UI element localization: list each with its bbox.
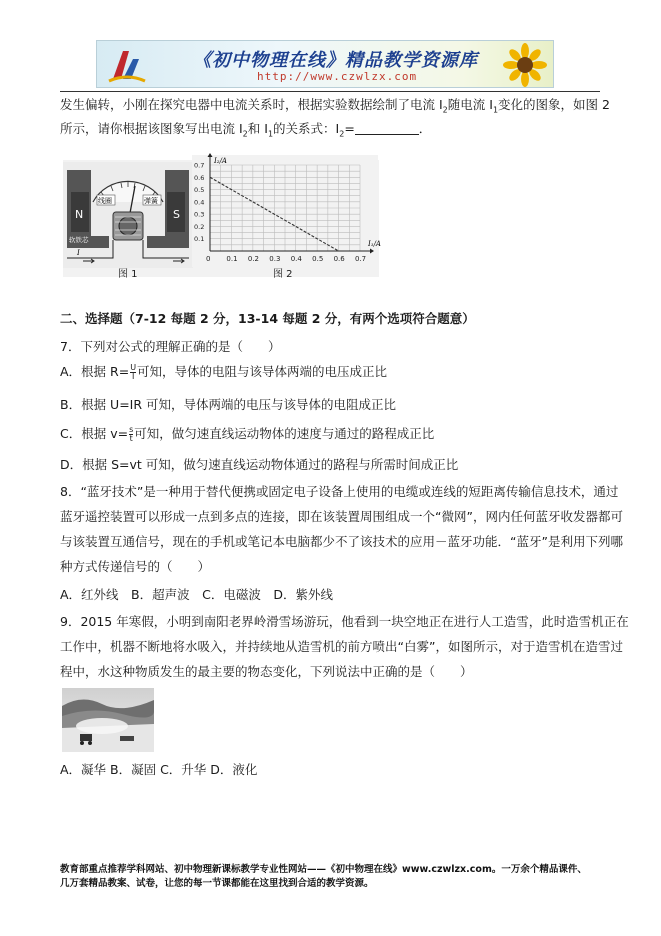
footer-line-1: 教育部重点推荐学科网站、初中物理新课标教学专业性网站——《初中物理在线》www.czwlzx.com。一万余个精品课件、 [60,864,587,875]
figure-2-caption: 图 2 [273,269,293,280]
fig1-core-label: 软铁芯 [69,236,89,244]
fig1-n-label: N [75,208,84,221]
banner-title: 《初中物理在线》精品教学资源库 [193,50,478,71]
fig1-coil-label: 线圈 [98,197,112,205]
figure-2-chart [192,155,381,267]
x-tick-label: 0 [206,255,211,263]
q9-options[interactable]: A．凝华 B．凝固 C．升华 D．液化 [60,762,258,777]
q8-options[interactable]: A．红外线 B．超声波 C．电磁波 D．紫外线 [60,587,333,602]
fig1-current-label: I [77,249,80,257]
header-banner [96,40,554,88]
x-tick-label: 0.1 [226,255,238,263]
banner-url: http://www.czwlzx.com [257,70,418,83]
q6-line-2: 所示，请你根据该图象写出电流 $I_2$和 $I_1$的关系式：$I_2=$ ． [60,121,432,139]
q7-option-b[interactable]: B．根据 U=IR 可知，导体两端的电压与该导体的电阻成正比 [60,397,397,412]
x-tick-label: 0.6 [333,255,345,263]
x-tick-label: 0.5 [312,255,324,263]
x-axis-label: I₁/A [368,240,381,248]
y-axis-label: I₂/A [214,157,227,165]
figure-1-caption: 图 1 [118,269,138,280]
q8-line-2: 蓝牙遥控装置可以形成一点到多点的连接，即在该装置周围组成一个“微网”，网内任何蓝牙收发器都可 [60,509,623,524]
fig1-s-label: S [173,208,180,221]
y-tick-label: 0.5 [194,186,205,195]
q8-line-1: 8．“蓝牙技术”是一种用于替代便携或固定电子设备上使用的电缆或连线的短距离传输信息技术，通过 [60,484,619,499]
formula-fraction-v: $\frac{s}{t}$ [129,425,134,443]
figure-1-galvanometer [63,162,193,268]
section-2-heading: 二、选择题（7-12 每题 2 分，13-14 每题 2 分，有两个选项符合题意） [60,311,475,326]
q7-option-c[interactable]: C．根据 v= $\frac{s}{t}$ 可知，做匀速直线运动物体的速度与通过的路程成正比 [60,425,435,443]
q8-line-4: 种方式传递信号的（ ） [60,559,211,574]
y-tick-label: 0.6 [194,173,205,182]
footer-line-2: 几万套精品教案、试卷，让您的每一节课都能在这里找到合适的教学资源。 [60,878,374,889]
q9-line-3: 程中，水这种物质发生的最主要的物态变化，下列说法中正确的是（ ） [60,664,473,679]
x-tick-label: 0.2 [247,255,259,263]
q9-line-1: 9．2015 年寒假，小明到南阳老界岭滑雪场游玩，他看到一块空地正在进行人工造雪，此时造雪机正在 [60,614,629,629]
q6-line-1: 发生偏转，小刚在探究电器中电流关系时，根据实验数据绘制了电流 $I_2$随电流 $I_1$变化的图象，如图 2 [60,97,610,115]
q8-line-3: 与该装置互通信号，现在的手机或笔记本电脑都少不了该技术的应用－蓝牙功能．“蓝牙”是利用下列哪 [60,534,623,549]
site-logo-icon [107,45,147,85]
q9-line-2: 工作中，机器不断地将水吸入，并持续地从造雪机的前方喷出“白雾”，如图所示，对于造雪机在造雪过 [60,639,623,654]
answer-blank[interactable] [355,123,419,135]
header-divider [60,91,600,92]
snow-machine-photo [62,688,154,752]
x-tick-label: 0.3 [269,255,281,263]
y-tick-label: 0.7 [194,161,205,170]
x-tick-label: 0.7 [355,255,367,263]
y-tick-label: 0.2 [194,222,205,231]
q7-stem: 7．下列对公式的理解正确的是（ ） [60,339,281,354]
y-tick-label: 0.3 [194,210,205,219]
fig1-spring-label: 弹簧 [144,197,158,205]
q7-option-d[interactable]: D．根据 S=vt 可知，做匀速直线运动物体通过的路程与所需时间成正比 [60,457,459,472]
sunflower-icon [503,43,547,87]
x-tick-label: 0.4 [290,255,302,263]
formula-fraction-r: $\frac{U}{I}$ [130,363,137,381]
q7-option-a[interactable]: A．根据 R= $\frac{U}{I}$ 可知，导体的电阻与该导体两端的电压成正比 [60,363,388,381]
y-tick-label: 0.4 [194,198,205,207]
y-tick-label: 0.1 [194,235,205,244]
